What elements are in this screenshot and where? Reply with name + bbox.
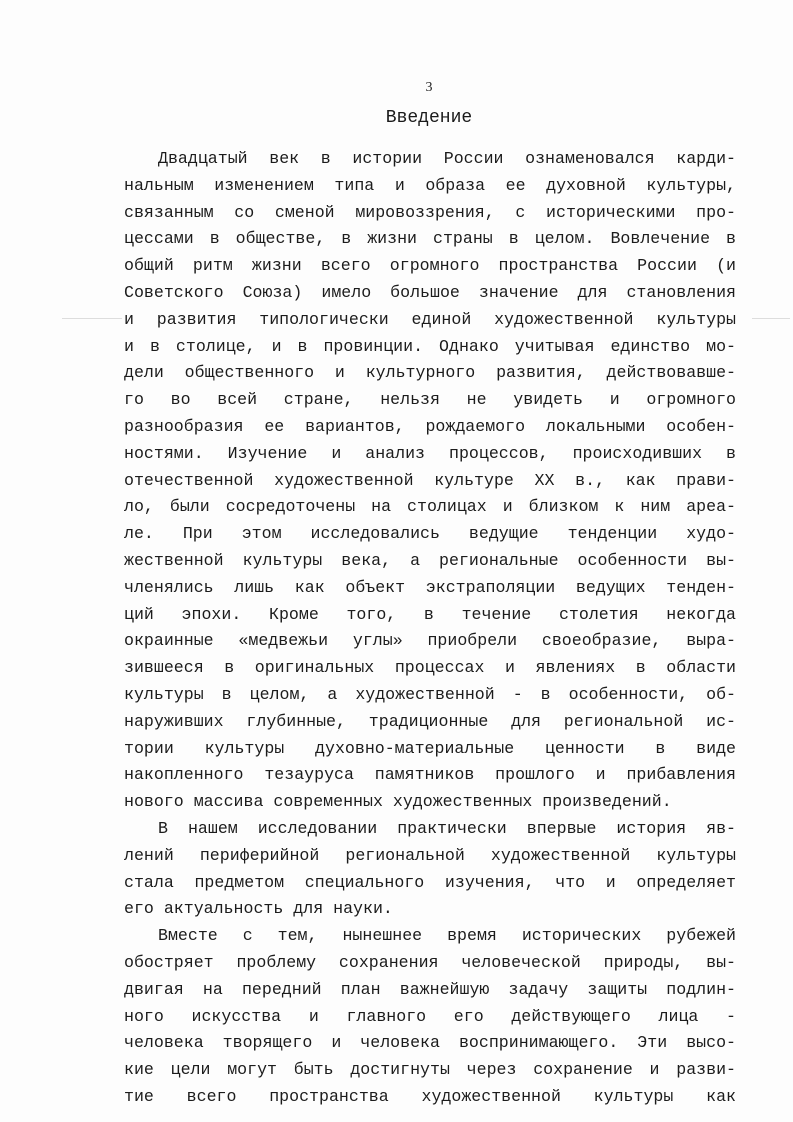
paragraph xyxy=(124,923,736,1111)
text-line: ностями. Изучение и анализ процессов, происходивших в xyxy=(124,443,736,463)
text-line: двигая на передний план важнейшую задачу защиты подлин- xyxy=(124,979,736,999)
page-number: 3 xyxy=(425,80,433,95)
text-line: накопленного тезауруса памятников прошлого и прибавления xyxy=(124,765,736,785)
scan-artifact-right xyxy=(752,318,790,319)
text-line: членялись лишь как объект экстраполяции ведущих тенден- xyxy=(124,577,736,597)
text-line: дели общественного и культурного развития, действовавше- xyxy=(124,363,736,383)
text-line: отечественной художественной культуре XX в., как прави- xyxy=(124,470,736,490)
scan-artifact-left xyxy=(62,318,122,319)
text-line: цессами в обществе, в жизни страны в целом. Вовлечение в xyxy=(124,229,736,249)
text-line: нальным изменением типа и образа ее духовной культуры, xyxy=(124,175,736,195)
text-line: жественной культуры века, а региональные особенности вы- xyxy=(124,550,736,570)
text-line: ло, были сосредоточены на столицах и близком к ним ареа- xyxy=(124,497,736,517)
paragraph xyxy=(124,816,736,923)
text-line: его актуальность для науки. xyxy=(124,899,393,919)
body-text xyxy=(124,146,736,1111)
text-line: ле. При этом исследовались ведущие тенденции худо- xyxy=(124,524,736,544)
text-line: разнообразия ее вариантов, рождаемого локальными особен- xyxy=(124,416,736,436)
text-line: наруживших глубинные, традиционные для региональной ис- xyxy=(124,711,736,731)
text-line: Советского Союза) имело большое значение для становления xyxy=(124,282,736,302)
text-line: Вместе с тем, нынешнее время исторических рубежей xyxy=(158,926,736,946)
text-line: В нашем исследовании практически впервые история яв- xyxy=(158,818,736,838)
text-line: общий ритм жизни всего огромного пространства России (и xyxy=(124,256,736,276)
text-line: тории культуры духовно-материальные ценности в виде xyxy=(124,738,736,758)
text-line: кие цели могут быть достигнуты через сохранение и разви- xyxy=(124,1060,736,1080)
text-line: зившееся в оригинальных процессах и явлениях в области xyxy=(124,658,736,678)
text-line: и в столице, и в провинции. Однако учитывая единство мо- xyxy=(124,336,736,356)
text-line: и развития типологически единой художественной культуры xyxy=(124,309,736,329)
text-line: стала предметом специального изучения, что и определяет xyxy=(124,872,736,892)
text-line: окраинные «медвежьи углы» приобрели своеобразие, выра- xyxy=(124,631,736,651)
text-line: человека творящего и человека воспринимающего. Эти высо- xyxy=(124,1033,736,1053)
text-line: связанным со сменой мировоззрения, с историческими про- xyxy=(124,202,736,222)
text-line: лений периферийной региональной художественной культуры xyxy=(124,845,736,865)
text-line: го во всей стране, нельзя не увидеть и огромного xyxy=(124,390,736,410)
text-line: ного искусства и главного его действующего лица - xyxy=(124,1006,736,1026)
section-heading: Введение xyxy=(385,108,473,128)
text-line: обостряет проблему сохранения человеческой природы, вы- xyxy=(124,952,736,972)
text-line: культуры в целом, а художественной - в особенности, об- xyxy=(124,684,736,704)
text-line: нового массива современных художественных произведений. xyxy=(124,792,672,812)
paragraph xyxy=(124,146,736,816)
text-line: тие всего пространства художественной культуры как xyxy=(124,1086,736,1106)
text-line: ций эпохи. Кроме того, в течение столетия некогда xyxy=(124,604,736,624)
text-line: Двадцатый век в истории России ознаменовался карди- xyxy=(158,149,736,168)
